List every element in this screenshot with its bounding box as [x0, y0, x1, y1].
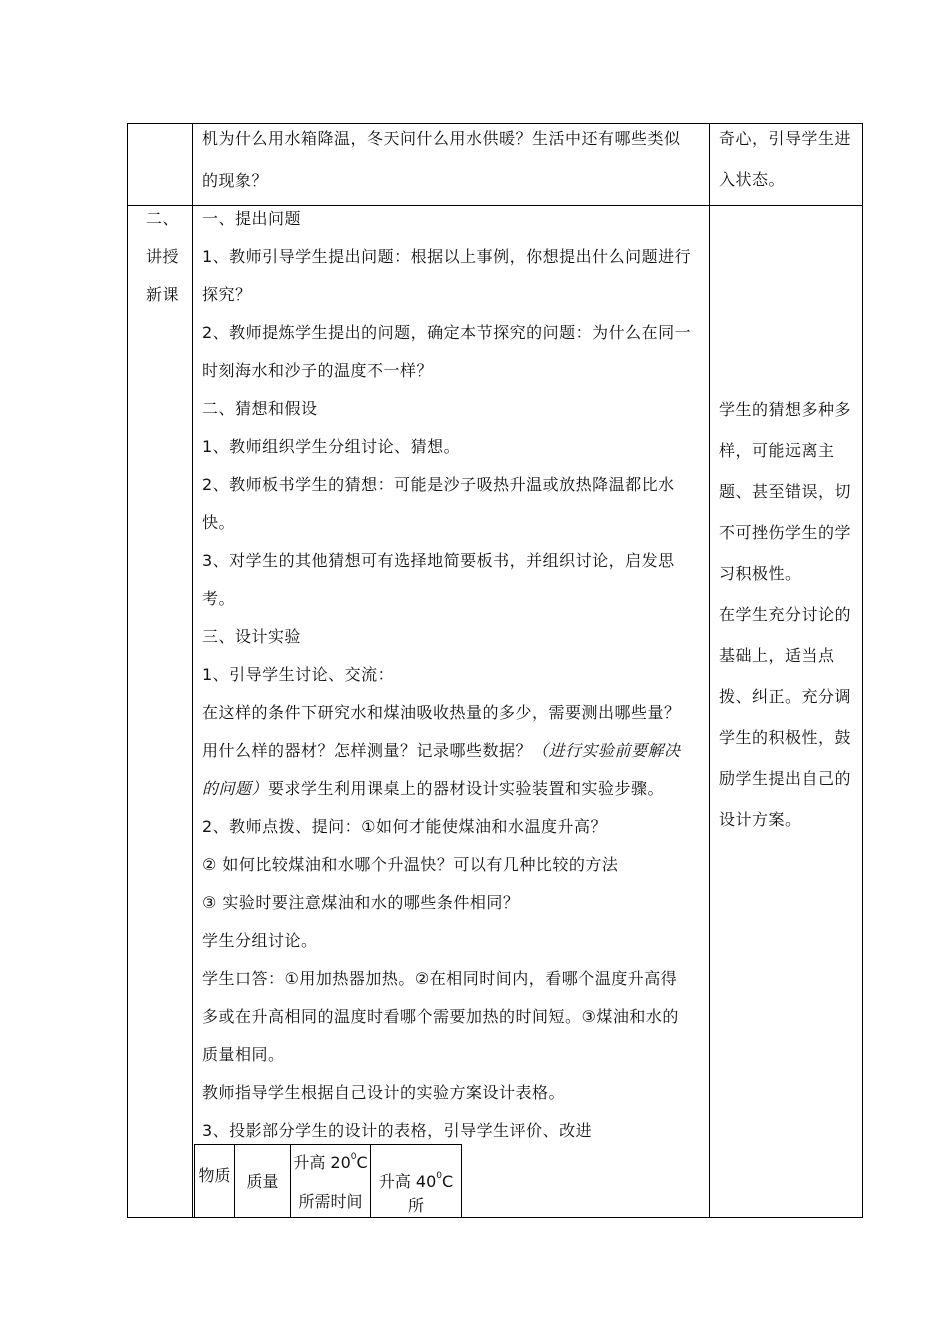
- text-line: 习积极性。: [719, 564, 802, 583]
- text-line: 学生分组讨论。: [202, 931, 318, 950]
- text-line: 1、教师组织学生分组讨论、猜想。: [202, 437, 461, 456]
- degree-sup: 0: [350, 1152, 357, 1162]
- row1-right-cell: [719, 118, 851, 200]
- teaching-notes-cell: [719, 389, 851, 840]
- italic-note: （进行实验前要解决: [532, 741, 681, 760]
- text-line: 入状态。: [719, 170, 786, 189]
- text-line: [202, 732, 691, 770]
- column-divider-right: [709, 123, 710, 1218]
- text-line: 在这样的条件下研究水和煤油吸收热量的多少，需要测出哪些量？: [202, 703, 681, 722]
- text-line: 1、引导学生讨论、交流：: [202, 665, 395, 684]
- heading-design-experiment: 三、设计实验: [202, 627, 302, 646]
- section-number: 二、: [146, 209, 180, 228]
- text-line: 3、对学生的其他猜想可有选择地简要板书，并组织讨论，启发思: [202, 551, 675, 570]
- text-line: 拨、纠正。充分调: [719, 687, 852, 706]
- text-line: 在学生充分讨论的: [719, 605, 852, 624]
- text-line: 的现象？: [202, 171, 269, 190]
- text-line: ② 如何比较煤油和水哪个升温快？可以有几种比较的方法: [202, 855, 619, 874]
- text-span: 要求学生利用课桌上的器材设计实验装置和实验步骤。: [268, 779, 665, 798]
- heading-raise-question: 一、提出问题: [202, 209, 302, 228]
- text-line: 2、教师板书学生的猜想：可能是沙子吸热升温或放热降温都比水: [202, 475, 675, 494]
- header-substance: 物质: [198, 1166, 231, 1185]
- section-label: 讲授: [146, 247, 180, 266]
- text-line: 奇心，引导学生进: [719, 129, 852, 148]
- degree-sup: 0: [436, 1171, 442, 1181]
- text-line: 时刻海水和沙子的温度不一样？: [202, 361, 434, 380]
- text-line: [202, 770, 691, 808]
- table-right-border: [862, 123, 863, 1218]
- text-line: 2、教师提炼学生提出的问题，确定本节探究的问题：为什么在同一: [202, 323, 692, 342]
- text-line: 探究？: [202, 285, 252, 304]
- header-line: [291, 1151, 370, 1175]
- text-line: 励学生提出自己的: [719, 769, 852, 788]
- text-line: ③ 实验时要注意煤油和水的哪些条件相同？: [202, 893, 520, 912]
- text-line: 3、投影部分学生的设计的表格，引导学生评价、改进: [202, 1121, 593, 1140]
- text-line: 学生的积极性，鼓: [719, 728, 852, 747]
- text-line: 2、教师点拨、提问：①如何才能使煤油和水温度升高？: [202, 817, 608, 836]
- text-line: 设计方案。: [719, 810, 802, 829]
- text-line: 样，可能远离主: [719, 441, 835, 460]
- inner-table-right: [461, 1144, 462, 1218]
- text-line: 多或在升高相同的温度时看哪个需要加热的时间短。③煤油和水的: [202, 1007, 679, 1026]
- text-span: C 所: [407, 1172, 454, 1215]
- row1-middle-cell: [202, 120, 681, 200]
- text-line: 考。: [202, 589, 236, 608]
- text-line: 不可挫伤学生的学: [719, 523, 852, 542]
- section-label: 新课: [146, 285, 180, 304]
- header-time-20: [291, 1151, 370, 1214]
- header-mass: 质量: [246, 1172, 279, 1191]
- text-line: 教师指导学生根据自己设计的实验方案设计表格。: [202, 1083, 566, 1102]
- lesson-content-cell: [202, 200, 691, 1150]
- text-line: 机为什么用水箱降温，冬天问什么用水供暖？生活中还有哪些类似: [202, 129, 681, 148]
- table-bottom-border: [127, 1217, 862, 1218]
- header-line: 所需时间: [298, 1192, 363, 1211]
- section-label-cell: [146, 200, 179, 314]
- text-span: 升高 20: [293, 1153, 351, 1172]
- text-line: 基础上，适当点: [719, 646, 835, 665]
- italic-note: 的问题）: [202, 779, 269, 798]
- text-line: 1、教师引导学生提出问题：根据以上事例，你想提出什么问题进行: [202, 247, 692, 266]
- text-line: 题、甚至错误，切: [719, 482, 852, 501]
- text-line: 质量相同。: [202, 1045, 285, 1064]
- text-line: 学生口答：①用加热器加热。②在相同时间内，看哪个温度升高得: [202, 969, 678, 988]
- text-span: C: [356, 1153, 368, 1172]
- heading-hypothesis: 二、猜想和假设: [202, 399, 318, 418]
- text-span: 升高 40: [378, 1172, 437, 1191]
- column-divider-left: [192, 123, 193, 1218]
- text-span: 用什么样的器材？怎样测量？记录哪些数据？: [202, 741, 533, 760]
- table-left-border: [127, 123, 128, 1218]
- text-line: 学生的猜想多种多: [719, 400, 852, 419]
- header-time-40: [371, 1170, 461, 1218]
- text-line: 快。: [202, 513, 236, 532]
